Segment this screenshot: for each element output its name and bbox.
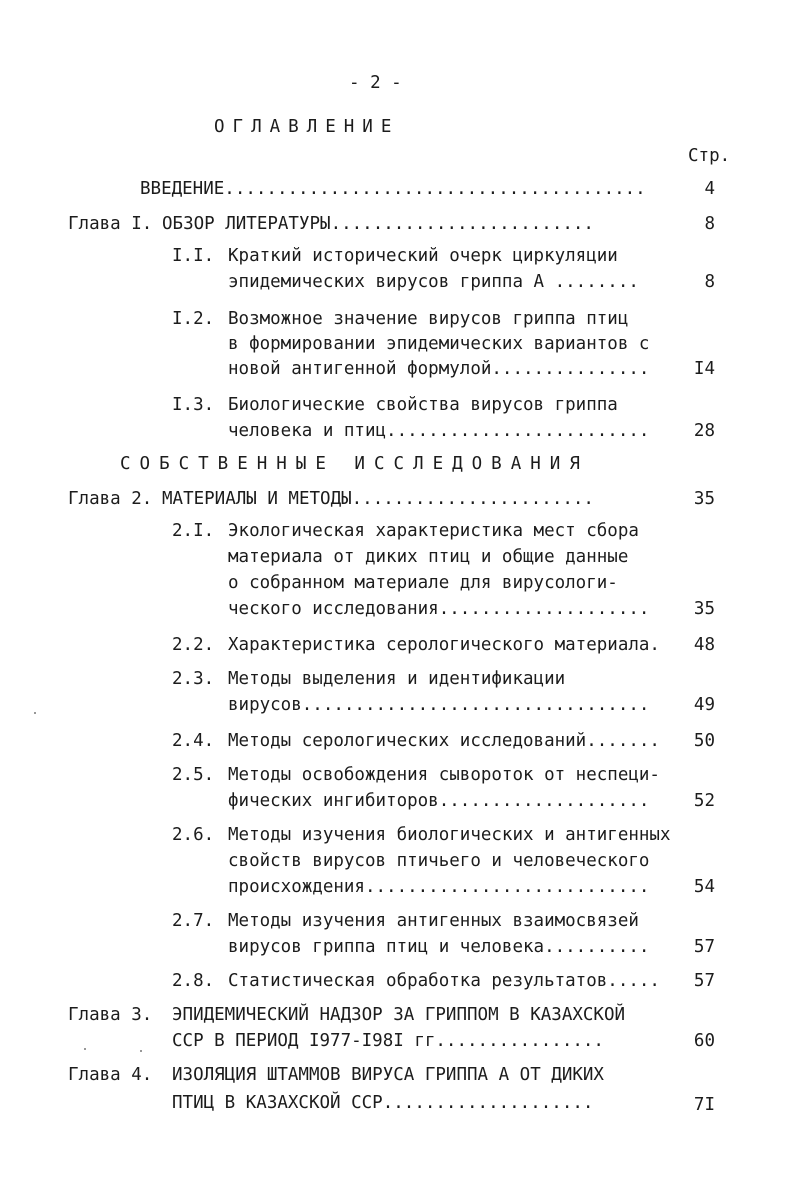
toc-entry-text: в формировании эпидемических вариантов с: [228, 334, 650, 354]
section-heading: СОБСТВЕННЫЕ ИССЛЕДОВАНИЯ: [120, 454, 589, 474]
toc-entry-text: Методы выделения и идентификации: [228, 669, 566, 689]
toc-section-prefix: I.3.: [172, 395, 215, 415]
toc-entry-text: свойств вирусов птичьего и человеческого: [228, 851, 650, 871]
toc-entry-text: Методы изучения антигенных взаимосвязей: [228, 911, 639, 931]
toc-entry-text: эпидемических вирусов гриппа А ........: [228, 272, 639, 292]
toc-chapter-prefix: Глава 3.: [68, 1005, 153, 1025]
toc-entry-text: ССР В ПЕРИОД I977-I98I гг................: [172, 1031, 604, 1051]
toc-entry-page: 52: [693, 791, 715, 811]
scan-speck: [84, 1048, 86, 1050]
toc-entry-text: происхождения...........................: [228, 877, 650, 897]
toc-entry-page: 60: [693, 1031, 715, 1051]
toc-entry-text: Биологические свойства вирусов гриппа: [228, 395, 618, 415]
toc-entry-text: Статистическая обработка результатов.....: [228, 971, 660, 991]
toc-entry-page: 4: [704, 179, 715, 199]
toc-chapter-prefix: Глава 4.: [68, 1065, 153, 1085]
toc-entry-text: вирусов.................................: [228, 695, 650, 715]
toc-entry-text: Краткий исторический очерк циркуляции: [228, 246, 618, 266]
toc-entry-text: человека и птиц.........................: [228, 421, 650, 441]
toc-entry-page: 8: [704, 272, 715, 292]
toc-entry-text: ОБЗОР ЛИТЕРАТУРЫ.........................: [162, 214, 594, 234]
toc-entry-text: Характеристика серологического материала.: [228, 635, 660, 655]
toc-entry-page: I4: [693, 359, 715, 379]
toc-entry-text: ческого исследования....................: [228, 599, 650, 619]
toc-entry-text: ПТИЦ В КАЗАХСКОЙ ССР....................: [172, 1093, 594, 1113]
toc-entry-text: новой антигенной формулой...............: [228, 359, 650, 379]
toc-section-prefix: I.I.: [172, 246, 215, 266]
toc-entry-page: 54: [693, 877, 715, 897]
toc-entry-page: 57: [693, 971, 715, 991]
toc-entry-page: 50: [693, 731, 715, 751]
toc-entry-page: 28: [693, 421, 715, 441]
page-number: - 2 -: [349, 73, 402, 93]
toc-section-prefix: 2.5.: [172, 765, 215, 785]
page-column-label: Стр.: [688, 146, 731, 166]
toc-section-prefix: 2.4.: [172, 731, 215, 751]
toc-entry-text: Возможное значение вирусов гриппа птиц: [228, 309, 629, 329]
toc-entry-page: 8: [704, 214, 715, 234]
toc-chapter-prefix: Глава I.: [68, 214, 153, 234]
toc-section-prefix: 2.8.: [172, 971, 215, 991]
toc-entry-text: вирусов гриппа птиц и человека..........: [228, 937, 650, 957]
scan-speck: [140, 1050, 142, 1052]
toc-section-prefix: I.2.: [172, 309, 215, 329]
toc-entry-text: ИЗОЛЯЦИЯ ШТАММОВ ВИРУСА ГРИППА А ОТ ДИКИХ: [172, 1065, 604, 1085]
toc-entry-text: ЭПИДЕМИЧЕСКИЙ НАДЗОР ЗА ГРИППОМ В КАЗАХСКОЙ: [172, 1005, 626, 1025]
toc-entry-text: МАТЕРИАЛЫ И МЕТОДЫ.......................: [162, 489, 594, 509]
toc-entry-page: 35: [693, 489, 715, 509]
toc-entry-page: 35: [693, 599, 715, 619]
toc-title: ОГЛАВЛЕНИЕ: [214, 117, 400, 137]
toc-entry-page: 48: [693, 635, 715, 655]
toc-entry-text: о собранном материале для вирусологи-: [228, 573, 618, 593]
toc-entry-text: Методы освобождения сывороток от неспеци-: [228, 765, 660, 785]
toc-section-prefix: 2.6.: [172, 825, 215, 845]
toc-section-prefix: 2.3.: [172, 669, 215, 689]
toc-entry-text: Методы серологических исследований.......: [228, 731, 660, 751]
toc-entry-page: 57: [693, 937, 715, 957]
toc-entry-page: 49: [693, 695, 715, 715]
toc-section-prefix: 2.I.: [172, 521, 215, 541]
toc-entry-text: Методы изучения биологических и антигенных: [228, 825, 671, 845]
toc-entry-text: материала от диких птиц и общие данные: [228, 547, 629, 567]
toc-entry-text: ВВЕДЕНИЕ........................................: [140, 179, 646, 199]
toc-entry-page: 7I: [693, 1095, 715, 1115]
scan-speck: [34, 712, 36, 714]
toc-chapter-prefix: Глава 2.: [68, 489, 153, 509]
toc-section-prefix: 2.2.: [172, 635, 215, 655]
toc-section-prefix: 2.7.: [172, 911, 215, 931]
toc-entry-text: Экологическая характеристика мест сбора: [228, 521, 639, 541]
toc-entry-text: фических ингибиторов....................: [228, 791, 650, 811]
